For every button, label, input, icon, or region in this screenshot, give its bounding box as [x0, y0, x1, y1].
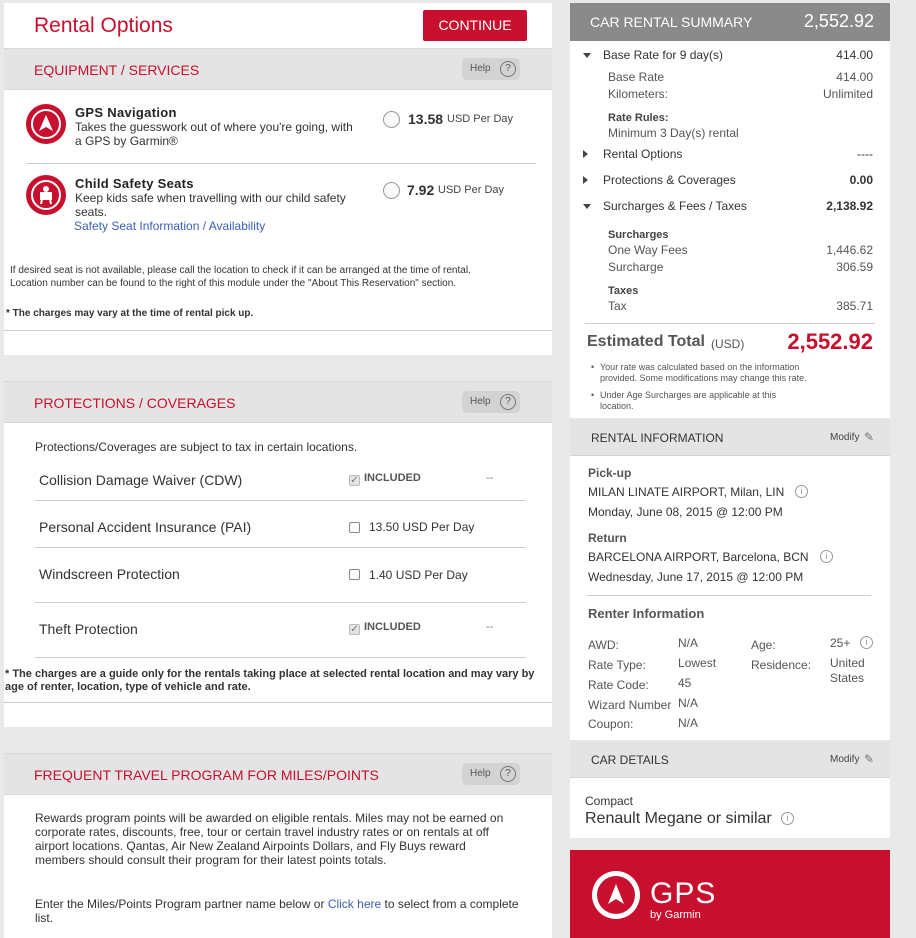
estimated-total-unit: (USD)	[711, 337, 745, 351]
theft-checkbox: ✓	[350, 624, 359, 635]
item-price: 13.58	[408, 111, 444, 127]
ad-brand: GPS	[650, 877, 717, 910]
rewards-line: airport locations. Qantas, Air New Zealand Airpoints Dollars, and Fly Buys reward	[35, 839, 466, 853]
return-label: Return	[588, 531, 627, 545]
help-icon: ?	[500, 61, 516, 77]
help-label: Help	[470, 63, 491, 74]
age-disclaimer	[600, 390, 776, 412]
rewards-line: corporate rates, discounts, free, tour or certain travel industry rates or on rentals at off	[35, 825, 489, 839]
protection-name: Theft Protection	[39, 621, 138, 637]
seat-note: If desired seat is not available, please call the location to check if it can be arranged at the time of rental.	[10, 265, 471, 276]
help-button[interactable]	[462, 58, 520, 80]
protection-dash: --	[486, 472, 494, 484]
chevron-down-icon[interactable]	[583, 204, 591, 209]
summary-label: Base Rate	[608, 70, 665, 84]
info-icon[interactable]: i	[820, 550, 833, 563]
summary-value: 385.71	[836, 299, 873, 313]
protection-value: INCLUDED	[364, 621, 421, 633]
continue-button[interactable]: CONTINUE	[423, 10, 527, 41]
protections-toggle[interactable]: Protections & Coverages	[603, 173, 736, 187]
rate-disclaimer	[600, 362, 807, 384]
summary-value: ----	[857, 147, 873, 161]
divider	[4, 702, 552, 703]
rental-options-toggle[interactable]: Rental Options	[603, 147, 683, 161]
divider	[35, 547, 526, 548]
estimated-total-label: Estimated Total	[587, 333, 705, 350]
seat-note: Location number can be found to the right of this module under the "About This Reservation" section.	[10, 278, 457, 289]
renter-label: Rate Code:	[588, 678, 649, 692]
pickup-label: Pick-up	[588, 466, 632, 480]
pickup-date: Monday, June 08, 2015 @ 12:00 PM	[588, 505, 783, 519]
gps-radio[interactable]	[383, 111, 400, 128]
divider	[585, 323, 875, 324]
pencil-icon[interactable]: ✎	[864, 752, 875, 766]
summary-value: Unlimited	[822, 87, 873, 101]
renter-value: N/A	[678, 696, 699, 710]
renter-label: AWD:	[588, 638, 619, 652]
item-desc: Keep kids safe when travelling with our child safety	[75, 191, 346, 205]
section-title: FREQUENT TRAVEL PROGRAM FOR MILES/POINTS	[34, 767, 379, 783]
summary-label: Kilometers:	[608, 87, 669, 101]
safety-seat-info-link[interactable]: Safety Seat Information / Availability	[74, 219, 266, 233]
info-icon[interactable]: i	[860, 636, 873, 649]
protection-name: Collision Damage Waiver (CDW)	[39, 472, 243, 488]
summary-label: Tax	[608, 299, 627, 313]
summary-body	[570, 41, 890, 418]
divider	[35, 657, 526, 658]
item-price: 7.92	[407, 182, 435, 198]
protections-note: * The charges are a guide only for the rentals taking place at selected rental location and may vary by	[5, 668, 535, 680]
gps-ad-banner[interactable]	[570, 850, 890, 938]
item-name: GPS Navigation	[75, 105, 177, 120]
item-desc: a GPS by Garmin®	[75, 134, 178, 148]
enter-partner-text: list.	[35, 911, 53, 925]
help-button[interactable]	[462, 763, 520, 785]
car-model: Renault Megane or similar	[585, 810, 772, 827]
help-icon: ?	[500, 394, 516, 410]
help-label: Help	[470, 768, 491, 779]
summary-value: 306.59	[836, 260, 873, 274]
section-gap	[0, 727, 556, 753]
divider	[35, 500, 526, 501]
return-location: BARCELONA AIRPORT, Barcelona, BCN	[588, 550, 809, 564]
car-class: Compact	[585, 794, 634, 808]
item-desc: seats.	[75, 205, 108, 219]
pickup-location: MILAN LINATE AIRPORT, Milan, LIN	[588, 485, 785, 499]
chevron-down-icon[interactable]	[583, 53, 591, 58]
renter-value: 45	[678, 676, 692, 690]
disclaimer-line: Your rate was calculated based on the information	[600, 362, 800, 372]
summary-value: 414.00	[836, 48, 873, 62]
rewards-paragraph	[35, 811, 503, 867]
rewards-line: Rewards program points will be awarded on eligible rentals. Miles may not be earned on	[35, 811, 504, 825]
help-label: Help	[470, 396, 491, 407]
summary-label: Rate Rules:	[608, 112, 669, 124]
section-title: EQUIPMENT / SERVICES	[34, 62, 200, 78]
rental-info-header	[570, 419, 890, 456]
summary-value: Minimum 3 Day(s) rental	[608, 126, 739, 140]
renter-info-label: Renter Information	[588, 606, 705, 621]
pencil-icon[interactable]: ✎	[864, 430, 875, 444]
child-seat-icon	[26, 175, 66, 215]
summary-title: CAR RENTAL SUMMARY	[590, 14, 753, 30]
car-details-header	[570, 741, 890, 778]
pai-checkbox[interactable]	[349, 522, 360, 533]
summary-value: 0.00	[849, 173, 873, 187]
protection-dash: --	[486, 621, 494, 633]
modify-link[interactable]: Modify	[830, 432, 860, 443]
divider	[26, 163, 536, 164]
click-here-link[interactable]: Click here	[327, 897, 382, 911]
renter-label: Wizard Number	[588, 698, 672, 712]
protections-note: age of renter, location, type of vehicle and rate.	[5, 681, 251, 693]
section-title: PROTECTIONS / COVERAGES	[34, 395, 236, 411]
modify-link[interactable]: Modify	[830, 754, 860, 765]
divider	[587, 595, 871, 596]
bullet-icon: •	[591, 362, 595, 372]
summary-sub: Taxes	[608, 285, 639, 297]
cdw-checkbox: ✓	[350, 475, 359, 486]
divider	[4, 330, 552, 331]
item-name: Child Safety Seats	[75, 176, 194, 191]
enter-text: Enter the Miles/Points Program partner name below or	[35, 897, 328, 911]
summary-label: Surcharge	[608, 260, 664, 274]
car-details-title: CAR DETAILS	[591, 753, 669, 767]
renter-label: Rate Type:	[588, 658, 646, 672]
divider	[35, 602, 526, 603]
chevron-right-icon[interactable]	[583, 150, 588, 158]
summary-value: 2,138.92	[826, 199, 873, 213]
renter-value: 25+	[830, 636, 851, 650]
equipment-section-header	[4, 48, 552, 90]
gps-navigation-icon	[26, 104, 66, 144]
surcharges-toggle[interactable]: Surcharges & Fees / Taxes	[603, 199, 747, 213]
help-button[interactable]	[462, 391, 520, 413]
summary-value: 1,446.62	[826, 243, 873, 257]
renter-label: Residence:	[751, 658, 812, 672]
frequent-travel-section-header	[4, 753, 552, 795]
protection-value: INCLUDED	[364, 472, 421, 484]
renter-value: Lowest	[678, 656, 717, 670]
rental-options-panel	[4, 3, 552, 938]
enter-partner-text	[35, 897, 519, 911]
car-details-body	[570, 778, 890, 838]
summary-sub: Surcharges	[608, 229, 669, 241]
help-icon: ?	[500, 766, 516, 782]
rental-info-title: RENTAL INFORMATION	[591, 431, 724, 445]
chevron-right-icon[interactable]	[583, 176, 588, 184]
renter-label: Age:	[751, 638, 776, 652]
renter-value: N/A	[678, 716, 699, 730]
protections-intro: Protections/Coverages are subject to tax in certain locations.	[35, 440, 358, 454]
info-icon[interactable]: i	[795, 485, 808, 498]
enter-text: to select from a complete	[381, 897, 519, 911]
charges-note: * The charges may vary at the time of rental pick up.	[6, 308, 254, 319]
ad-sub: by Garmin	[650, 909, 701, 921]
renter-value: United	[830, 656, 865, 670]
disclaimer-line: location.	[600, 401, 634, 411]
disclaimer-line: Under Age Surcharges are applicable at this	[600, 390, 777, 400]
rental-info-body	[570, 456, 890, 740]
estimated-total-value: 2,552.92	[787, 329, 873, 354]
summary-label: One Way Fees	[608, 243, 688, 257]
bullet-icon: •	[591, 390, 595, 400]
child-seat-radio[interactable]	[383, 182, 400, 199]
summary-total: 2,552.92	[803, 11, 874, 31]
page-title: Rental Options	[34, 14, 173, 37]
renter-label: Coupon:	[588, 717, 634, 731]
windscreen-checkbox[interactable]	[349, 569, 360, 580]
rewards-line: members should consult their program for their latest points totals.	[35, 853, 387, 867]
summary-header	[570, 3, 890, 41]
return-date: Wednesday, June 17, 2015 @ 12:00 PM	[588, 570, 804, 584]
item-desc: Takes the guesswork out of where you're going, with	[75, 120, 353, 134]
info-icon[interactable]: i	[781, 812, 794, 825]
protection-name: Personal Accident Insurance (PAI)	[39, 519, 252, 535]
protections-section-header	[4, 381, 552, 423]
protection-name: Windscreen Protection	[39, 566, 180, 582]
base-rate-toggle[interactable]: Base Rate for 9 day(s)	[603, 48, 724, 62]
renter-value: States	[830, 671, 865, 685]
summary-value: 414.00	[836, 70, 873, 84]
disclaimer-line: provided. Some modifications may change this rate.	[600, 373, 807, 383]
protection-value: 1.40 USD Per Day	[369, 568, 468, 582]
garmin-logo-icon	[592, 871, 640, 919]
renter-value: N/A	[678, 636, 699, 650]
protection-value: 13.50 USD Per Day	[369, 520, 475, 534]
section-gap	[0, 355, 556, 381]
item-unit: USD Per Day	[438, 184, 505, 196]
item-unit: USD Per Day	[447, 113, 514, 125]
